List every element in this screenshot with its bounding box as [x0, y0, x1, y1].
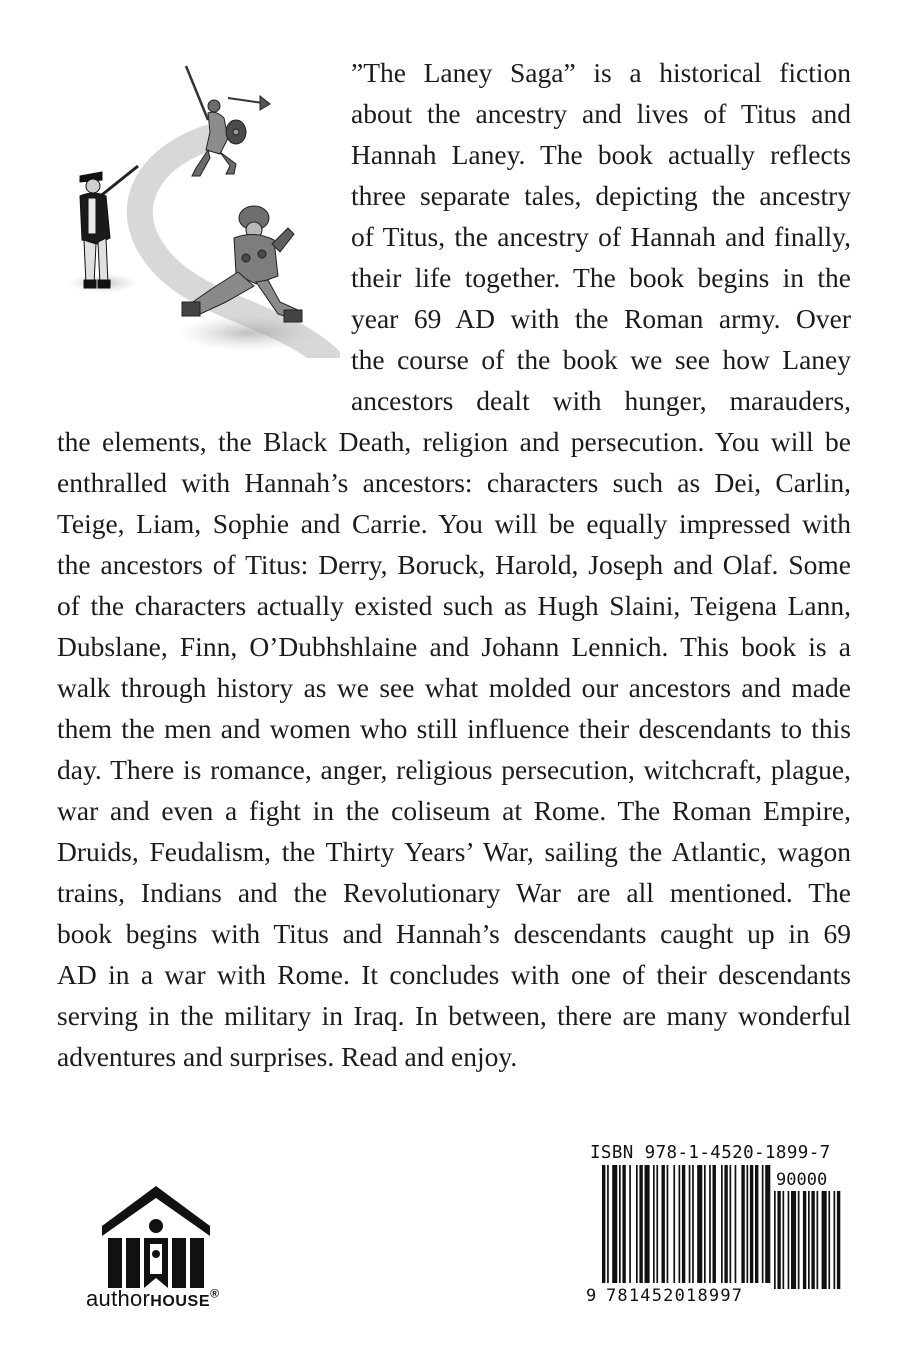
barcode-addon-bar: [837, 1191, 840, 1289]
isbn-barcode: [584, 1143, 842, 1318]
synopsis-line: serving in the military in Iraq. In between, there are many wonderful: [57, 1000, 851, 1031]
barcode-bar: [612, 1165, 617, 1283]
synopsis-line: Druids, Feudalism, the Thirty Years’ War, sailing the Atlantic, wagon: [57, 836, 851, 867]
synopsis-line: the elements, the Black Death, religion and persecution. You will be: [57, 426, 851, 457]
barcode-bar: [636, 1165, 638, 1283]
barcode-bar: [673, 1165, 675, 1283]
barcode-bar: [679, 1165, 681, 1283]
synopsis-line: adventures and surprises. Read and enjoy.: [57, 1041, 518, 1072]
barcode-bar: [667, 1165, 669, 1283]
barcode-addon-bar: [798, 1191, 800, 1289]
barcode-addon-bar: [783, 1191, 785, 1289]
barcode-bar: [602, 1165, 605, 1283]
barcode-bar: [682, 1165, 685, 1283]
synopsis-line: Teige, Liam, Sophie and Carrie. You will be equally impressed with: [57, 508, 851, 539]
synopsis-line: year 69 AD with the Roman army. Over: [351, 303, 851, 334]
barcode-bar: [730, 1165, 732, 1283]
synopsis-line: ancestors dealt with hunger, marauders,: [351, 385, 851, 416]
publisher-logo: [86, 1180, 256, 1320]
barcode-bar: [607, 1165, 609, 1283]
synopsis-line: the course of the book we see how Laney: [351, 344, 851, 375]
barcode-bars: [584, 1165, 842, 1303]
authorhouse-logo-icon: [94, 1180, 218, 1290]
registered-mark: ®: [210, 1286, 220, 1301]
synopsis-line: their life together. The book begins in the: [351, 262, 851, 293]
barcode-bar: [765, 1165, 770, 1283]
publisher-name-part1: author: [86, 1286, 151, 1311]
synopsis-line: day. There is romance, anger, religious persecution, witchcraft, plague,: [57, 754, 851, 785]
barcode-bar: [629, 1165, 631, 1283]
synopsis-line: trains, Indians and the Revolutionary War are all mentioned. The: [57, 877, 851, 908]
barcode-bar: [755, 1165, 758, 1283]
barcode-bar: [656, 1165, 658, 1283]
barcode-bar: [747, 1165, 749, 1283]
synopsis-line: three separate tales, depicting the ancestry: [351, 180, 851, 211]
barcode-addon-bar: [808, 1191, 810, 1289]
barcode-addon-bar: [828, 1191, 830, 1289]
barcode-bar: [721, 1165, 723, 1283]
barcode-bar: [741, 1165, 744, 1283]
barcode-bar: [724, 1165, 727, 1283]
synopsis-line: them the men and women who still influence their descendants to this: [57, 713, 851, 744]
synopsis-line: of Titus, the ancestry of Hannah and finally,: [351, 221, 851, 252]
synopsis-line: ”The Laney Saga” is a historical fiction: [351, 57, 851, 88]
barcode-bar: [653, 1165, 655, 1283]
barcode-addon-bar: [817, 1191, 819, 1289]
barcode-bar: [713, 1165, 716, 1283]
barcode-bar: [762, 1165, 764, 1283]
synopsis-line: Dubslane, Finn, O’Dubhshlaine and Johann Lennich. This book is a: [57, 631, 851, 662]
barcode-addon-bar: [788, 1191, 790, 1289]
barcode-bar: [619, 1165, 621, 1283]
ean-first-digit: 9: [586, 1286, 597, 1306]
synopsis-line: AD in a war with Rome. It concludes with one of their descendants: [57, 959, 851, 990]
synopsis-line: book begins with Titus and Hannah’s descendants caught up in 69: [57, 918, 851, 949]
barcode-bar: [639, 1165, 642, 1283]
ancient-warrior-figure: [186, 66, 270, 176]
barcode-bar: [735, 1165, 737, 1283]
barcode-bar: [750, 1165, 753, 1283]
soldiers-illustration: [58, 58, 340, 358]
barcode-bar: [697, 1165, 702, 1283]
synopsis-line: enthralled with Hannah’s ancestors: characters such as Dei, Carlin,: [57, 467, 851, 498]
barcode-bar: [709, 1165, 711, 1283]
barcode-addon-bar: [834, 1191, 836, 1289]
barcode-bar: [689, 1165, 691, 1283]
synopsis-line: walk through history as we see what molded our ancestors and made: [57, 672, 851, 703]
publisher-name: [86, 1286, 219, 1312]
barcode-bar: [704, 1165, 706, 1283]
price-code: 90000: [776, 1170, 828, 1190]
synopsis-line: the ancestors of Titus: Derry, Boruck, Harold, Joseph and Olaf. Some: [57, 549, 851, 580]
barcode-bar: [622, 1165, 625, 1283]
barcode-addon-bar: [822, 1191, 827, 1289]
synopsis-line: war and even a fight in the coliseum at Rome. The Roman Empire,: [57, 795, 851, 826]
barcode-addon-bar: [791, 1191, 796, 1289]
publisher-name-part2: HOUSE: [150, 1293, 211, 1310]
isbn-label: ISBN 978-1-4520-1899-7: [590, 1143, 831, 1163]
synopsis-line: about the ancestry and lives of Titus and: [351, 98, 851, 129]
synopsis-line: Hannah Laney. The book actually reflects: [351, 139, 851, 170]
barcode-bar: [662, 1165, 665, 1283]
synopsis-line: of the characters actually existed such as Hugh Slaini, Teigena Lann,: [57, 590, 851, 621]
barcode-addon-bar: [803, 1191, 806, 1289]
barcode-bar: [692, 1165, 694, 1283]
barcode-addon-bar: [811, 1191, 814, 1289]
ean-digits: 781452018997: [606, 1286, 744, 1306]
barcode-addon-bar: [777, 1191, 780, 1289]
barcode-bar: [645, 1165, 650, 1283]
barcode-addon-bar: [774, 1191, 776, 1289]
